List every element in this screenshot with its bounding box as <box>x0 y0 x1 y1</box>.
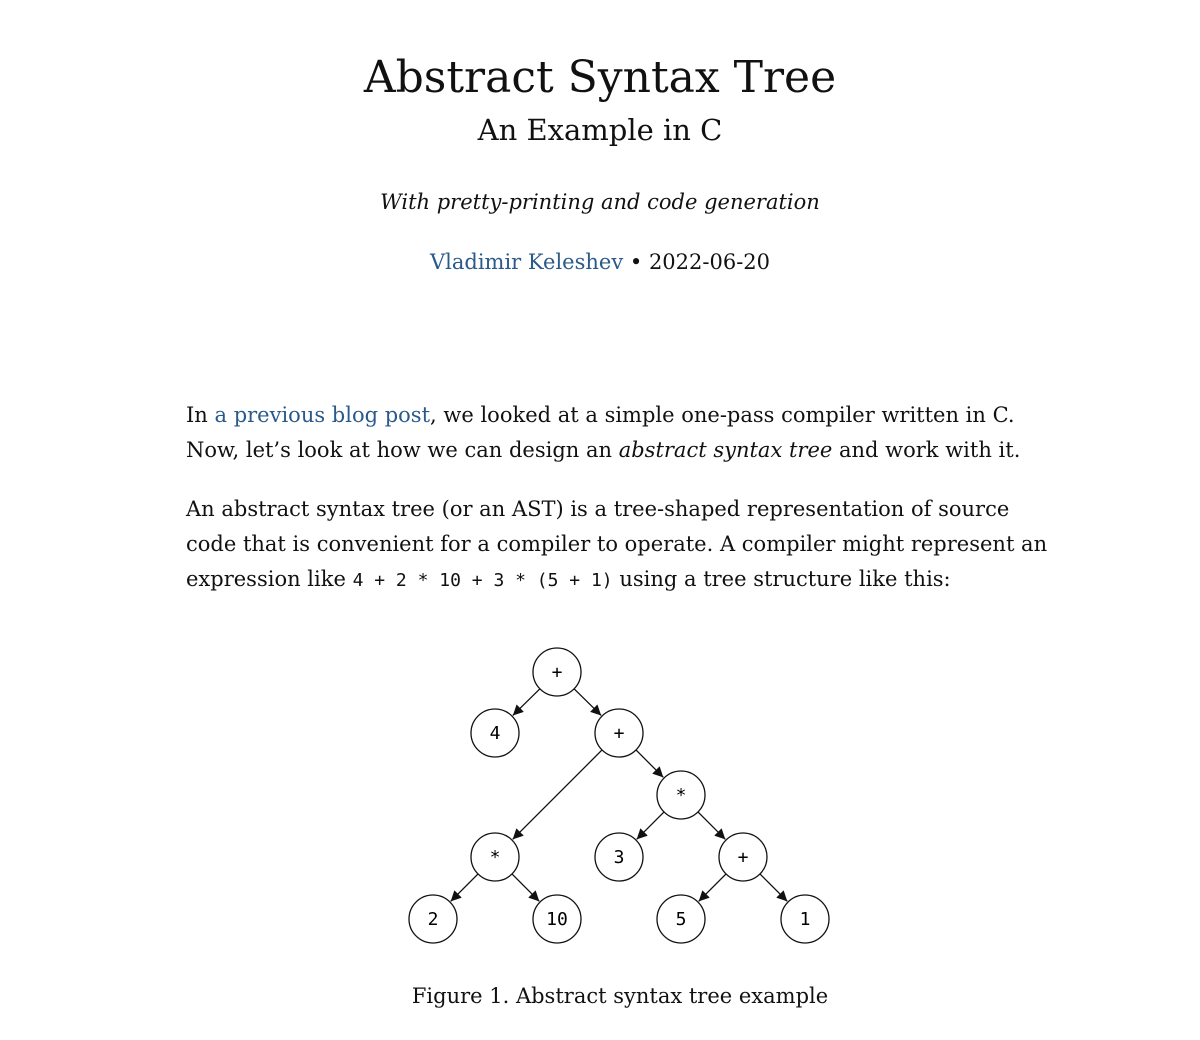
paragraph-text: using a tree structure like this: <box>612 567 951 591</box>
paragraph-text: and work with it. <box>832 438 1021 462</box>
tree-node <box>595 709 643 757</box>
paragraph-text: In <box>186 403 215 427</box>
tree-node <box>781 895 829 943</box>
page-subtitle: An Example in C <box>477 113 723 147</box>
tree-node-label: 10 <box>546 909 568 930</box>
tree-node <box>409 895 457 943</box>
tree-edge <box>699 874 726 901</box>
tree-node-label: 4 <box>489 723 501 744</box>
tree-edge <box>698 812 725 839</box>
tree-edge <box>636 750 663 777</box>
tree-node <box>657 771 705 819</box>
previous-post-link[interactable]: a previous blog post <box>214 403 431 427</box>
tree-edge <box>451 874 478 901</box>
tree-node-label: * <box>489 847 501 868</box>
paragraph-ast <box>186 492 1066 598</box>
ast-nodes <box>409 648 829 943</box>
tree-edge <box>637 812 664 839</box>
tree-node-label: * <box>675 785 687 806</box>
author-link[interactable]: Vladimir Keleshev <box>429 250 624 274</box>
tree-edge <box>513 689 540 716</box>
figure-caption: Figure 1. Abstract syntax tree example <box>411 984 829 1008</box>
post-date: 2022-06-20 <box>648 250 771 274</box>
ast-diagram <box>400 640 860 950</box>
tree-node <box>471 709 519 757</box>
inline-code: 4 + 2 * 10 + 3 * (5 + 1) <box>352 570 613 591</box>
tree-node-label: 5 <box>675 909 687 930</box>
tree-node-label: + <box>551 662 563 683</box>
tree-node-label: + <box>613 723 625 744</box>
tree-edge <box>574 689 601 716</box>
byline <box>0 246 1200 278</box>
tree-node <box>719 833 767 881</box>
tree-node <box>533 648 581 696</box>
tree-node-label: 3 <box>613 847 625 868</box>
tree-node <box>595 833 643 881</box>
paragraph-text: , we looked at a simple one-pass compiler written in C. Now, let’s look at how we can design an <box>186 403 1015 462</box>
ast-figure <box>400 640 860 950</box>
byline-separator: • <box>623 250 649 274</box>
tagline: With pretty-printing and code generation <box>380 190 820 214</box>
tree-node <box>533 895 581 943</box>
emphasis-text: abstract syntax tree <box>618 438 833 462</box>
paragraph-text: An abstract syntax tree (or an AST) is a tree-shaped representation of source code that is convenient for a compiler to operate. A compiler might represent an expression like <box>186 497 1048 591</box>
tree-node-label: 2 <box>427 909 439 930</box>
tree-node-label: + <box>737 847 749 868</box>
tree-edge <box>760 874 787 901</box>
tree-node-label: 1 <box>799 909 811 930</box>
page-title: Abstract Syntax Tree <box>363 52 837 103</box>
tree-node <box>471 833 519 881</box>
tree-edge <box>512 874 539 901</box>
article-body <box>186 398 1066 622</box>
tree-edge <box>513 750 602 839</box>
paragraph-intro <box>186 398 1066 468</box>
tree-node <box>657 895 705 943</box>
